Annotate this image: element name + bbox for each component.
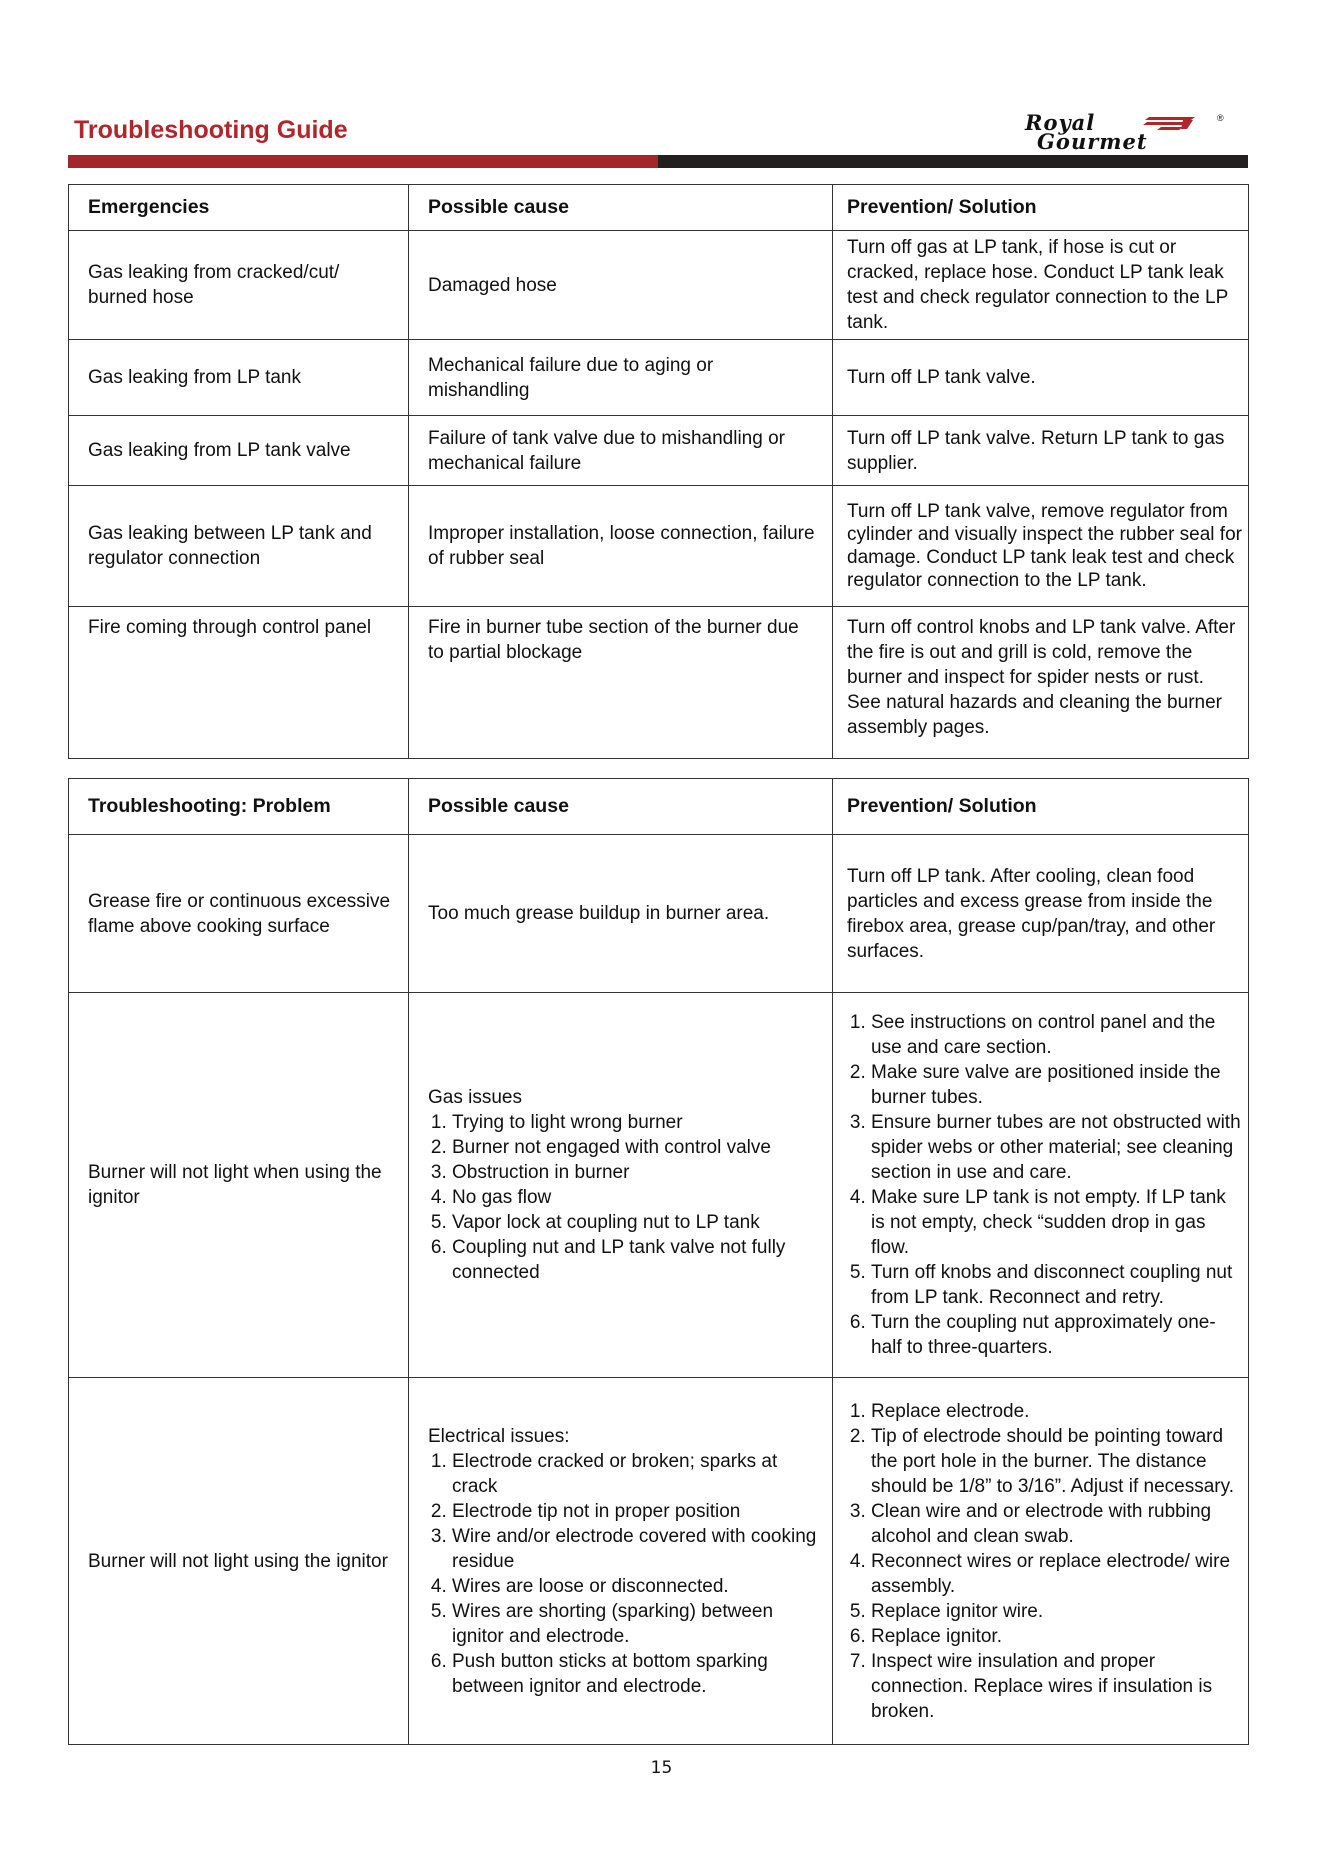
brand-logo [1025,110,1225,154]
solution-cell: Turn off control knobs and LP tank valve. After the fire is out and grill is cold, remove the burner and inspect for spider nests or rust. See natural hazards and cleaning the burner assembly pages. [833,607,1249,759]
emergency-cell: Gas leaking from LP tank [69,340,409,416]
emergency-cell: Gas leaking from LP tank valve [69,416,409,486]
cause-list [428,1110,818,1285]
list-item: 2. Burner not engaged with control valve [452,1135,818,1160]
cause-list [428,1449,818,1699]
table-row [69,993,1249,1378]
list-item: 3. Ensure burner tubes are not obstructed with spider webs or other material; see cleaning section in use and care. [871,1110,1242,1185]
list-item: 2. Electrode tip not in proper position [452,1499,818,1524]
problems-table [68,778,1249,1745]
problem-cell: Burner will not light when using the ignitor [69,993,409,1378]
cause-intro: Electrical issues: [428,1425,570,1447]
list-item: 6. Coupling nut and LP tank valve not fully connected [452,1235,818,1285]
solution-cell [833,1378,1249,1745]
solution-list [847,1010,1242,1360]
list-item: 4. No gas flow [452,1185,818,1210]
list-item: 2. Make sure valve are positioned inside the burner tubes. [871,1060,1242,1110]
emergency-cell: Gas leaking from cracked/cut/ burned hose [69,231,409,340]
list-item: 4. Make sure LP tank is not empty. If LP tank is not empty, check “sudden drop in gas flow. [871,1185,1242,1260]
list-item: 1. Replace electrode. [871,1399,1242,1424]
table-row [69,835,1249,993]
page-number: 15 [650,1758,673,1778]
list-item: 1. See instructions on control panel and the use and care section. [871,1010,1242,1060]
table-row [69,1378,1249,1745]
logo-text-gourmet: Gourmet [1037,129,1148,154]
solution-cell: Turn off LP tank valve, remove regulator from cylinder and visually inspect the rubber seal for damage. Conduct LP tank leak test and check regulator connection to the LP tank. [833,486,1249,607]
emergency-cell: Fire coming through control panel [69,607,409,759]
problem-cell: Burner will not light using the ignitor [69,1378,409,1745]
cause-cell: Damaged hose [409,231,833,340]
list-item: 3. Clean wire and or electrode with rubbing alcohol and clean swab. [871,1499,1242,1549]
cause-intro: Gas issues [428,1087,522,1108]
logo-text-royal: Royal [1025,110,1096,135]
list-item: 6. Replace ignitor. [871,1624,1242,1649]
solution-list [847,1399,1242,1724]
cause-cell: Mechanical failure due to aging or mishandling [409,340,833,416]
list-item: 5. Vapor lock at coupling nut to LP tank [452,1210,818,1235]
table-header-row [69,779,1249,835]
list-item: 3. Wire and/or electrode covered with cooking residue [452,1524,818,1574]
column-header-solution: Prevention/ Solution [833,185,1249,231]
table-row [69,607,1249,759]
header-rule-red [68,155,658,168]
list-item: 5. Wires are shorting (sparking) between ignitor and electrode. [452,1599,818,1649]
table-row [69,340,1249,416]
cause-cell [409,1378,833,1745]
cause-cell [409,993,833,1378]
problem-cell: Grease fire or continuous excessive flame above cooking surface [69,835,409,993]
cause-cell: Failure of tank valve due to mishandling or mechanical failure [409,416,833,486]
solution-cell: Turn off LP tank valve. Return LP tank to gas supplier. [833,416,1249,486]
column-header-cause: Possible cause [409,185,833,231]
column-header-problem: Troubleshooting: Problem [69,779,409,835]
cause-cell: Fire in burner tube section of the burner due to partial blockage [409,607,833,759]
cause-cell: Too much grease buildup in burner area. [409,835,833,993]
list-item: 4. Wires are loose or disconnected. [452,1574,818,1599]
cause-cell: Improper installation, loose connection, failure of rubber seal [409,486,833,607]
list-item: 3. Obstruction in burner [452,1160,818,1185]
header-rule-dark [658,155,1248,168]
table-row [69,486,1249,607]
emergencies-table [68,184,1249,759]
solution-cell: Turn off LP tank valve. [833,340,1249,416]
column-header-emergencies: Emergencies [69,185,409,231]
page-title: Troubleshooting Guide [74,116,348,144]
emergency-cell: Gas leaking between LP tank and regulator connection [69,486,409,607]
table-header-row [69,185,1249,231]
list-item: 2. Tip of electrode should be pointing toward the port hole in the burner. The distance should be 1/8” to 3/16”. Adjust if necessary. [871,1424,1242,1499]
registered-mark: ® [1217,113,1224,123]
list-item: 5. Turn off knobs and disconnect coupling nut from LP tank. Reconnect and retry. [871,1260,1242,1310]
column-header-solution: Prevention/ Solution [833,779,1249,835]
list-item: 6. Push button sticks at bottom sparking between ignitor and electrode. [452,1649,818,1699]
list-item: 6. Turn the coupling nut approximately one-half to three-quarters. [871,1310,1242,1360]
solution-cell [833,993,1249,1378]
table-row [69,231,1249,340]
list-item: 5. Replace ignitor wire. [871,1599,1242,1624]
list-item: 7. Inspect wire insulation and proper connection. Replace wires if insulation is broken. [871,1649,1242,1724]
column-header-cause: Possible cause [409,779,833,835]
solution-cell: Turn off LP tank. After cooling, clean food particles and excess grease from inside the firebox area, grease cup/pan/tray, and other surfaces. [833,835,1249,993]
table-row [69,416,1249,486]
list-item: 1. Electrode cracked or broken; sparks at crack [452,1449,818,1499]
logo-flag-icon [1143,117,1195,131]
solution-cell: Turn off gas at LP tank, if hose is cut or cracked, replace hose. Conduct LP tank leak test and check regulator connection to the LP tank. [833,231,1249,340]
list-item: 4. Reconnect wires or replace electrode/ wire assembly. [871,1549,1242,1599]
list-item: 1. Trying to light wrong burner [452,1110,818,1135]
